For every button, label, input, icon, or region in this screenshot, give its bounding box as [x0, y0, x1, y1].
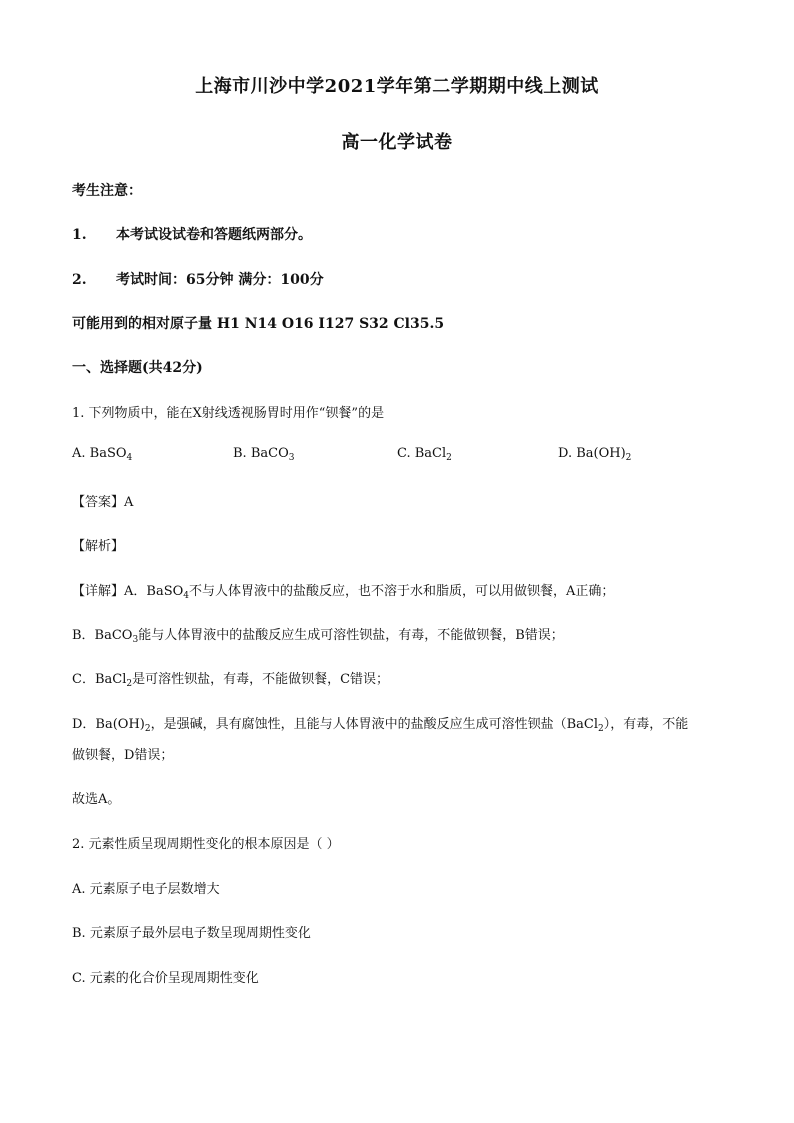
question-1-conclusion: 故选A。 [72, 792, 121, 807]
option-subscript: 4 [126, 453, 133, 463]
detail-text: 不与人体胃液中的盐酸反应，也不溶于水和脂质，可以用做钡餐，A正确； [189, 584, 615, 599]
detail-text: B．BaCO [72, 628, 133, 643]
detail-text: 【详解】A．BaSO [72, 584, 184, 599]
option-text: C. BaCl [397, 446, 447, 461]
detail-subscript: 2 [126, 679, 133, 689]
question-2-option-b: B. 元素原子最外层电子数呈现周期性变化 [72, 926, 311, 941]
detail-subscript: 3 [132, 635, 139, 645]
detail-text: ），有毒，不能 [603, 717, 689, 732]
detail-text: D．Ba(OH) [72, 717, 145, 732]
notice-item-text: 考试时间：65分钟 满分：100分 [116, 272, 324, 288]
question-1-option-a [72, 446, 132, 463]
option-text: B. BaCO [233, 446, 289, 461]
exam-subtitle: 高一化学试卷 [341, 132, 453, 153]
detail-text: 能与人体胃液中的盐酸反应生成可溶性钡盐，有毒，不能做钡餐，B错误； [138, 628, 564, 643]
atomic-masses: 可能用到的相对原子量 H1 N14 O16 I127 S32 Cl35.5 [72, 316, 445, 332]
notice-item-2 [72, 269, 324, 289]
detail-line-b [72, 624, 564, 645]
detail-line-a [72, 580, 614, 601]
option-subscript: 2 [625, 453, 632, 463]
notice-item-number: 1. [72, 227, 87, 243]
option-subscript: 3 [288, 453, 295, 463]
question-2-stem: 2. 元素性质呈现周期性变化的根本原因是（ ） [72, 837, 340, 852]
detail-text: C．BaCl [72, 672, 127, 687]
detail-subscript: 2 [598, 724, 604, 734]
question-1-answer: 【答案】A [72, 495, 134, 510]
question-2-option-a: A. 元素原子电子层数增大 [72, 882, 220, 897]
detail-text: ，是强碱，具有腐蚀性，且能与人体胃液中的盐酸反应生成可溶性钡盐（BaCl [150, 717, 599, 732]
question-1-option-c [397, 446, 452, 463]
notice-item-number: 2. [72, 272, 87, 288]
notice-heading: 考生注意： [72, 183, 142, 199]
section-title: 一、选择题(共42分) [72, 360, 203, 376]
notice-item-text: 本考试设试卷和答题纸两部分。 [116, 227, 312, 243]
exam-title: 上海市川沙中学2021学年第二学期期中线上测试 [195, 76, 599, 97]
question-1-stem: 1. 下列物质中，能在X射线透视肠胃时用作“钡餐”的是 [72, 406, 385, 421]
detail-line-d-continued: 做钡餐，D错误； [72, 748, 174, 763]
detail-subscript: 2 [144, 724, 151, 734]
option-subscript: 2 [446, 453, 452, 463]
question-1-option-b [233, 446, 294, 463]
notice-item-1 [72, 224, 312, 244]
option-text: D. Ba(OH) [558, 446, 626, 461]
option-text: A. BaSO [72, 446, 127, 461]
question-2-option-c: C. 元素的化合价呈现周期性变化 [72, 971, 259, 986]
detail-line-c [72, 668, 389, 689]
detail-subscript: 4 [183, 591, 189, 601]
detail-text: 是可溶性钡盐，有毒，不能做钡餐，C错误； [132, 672, 390, 687]
detail-line-d [72, 713, 688, 734]
question-1-option-d [558, 446, 631, 463]
question-1-analysis-label: 【解析】 [72, 539, 125, 554]
